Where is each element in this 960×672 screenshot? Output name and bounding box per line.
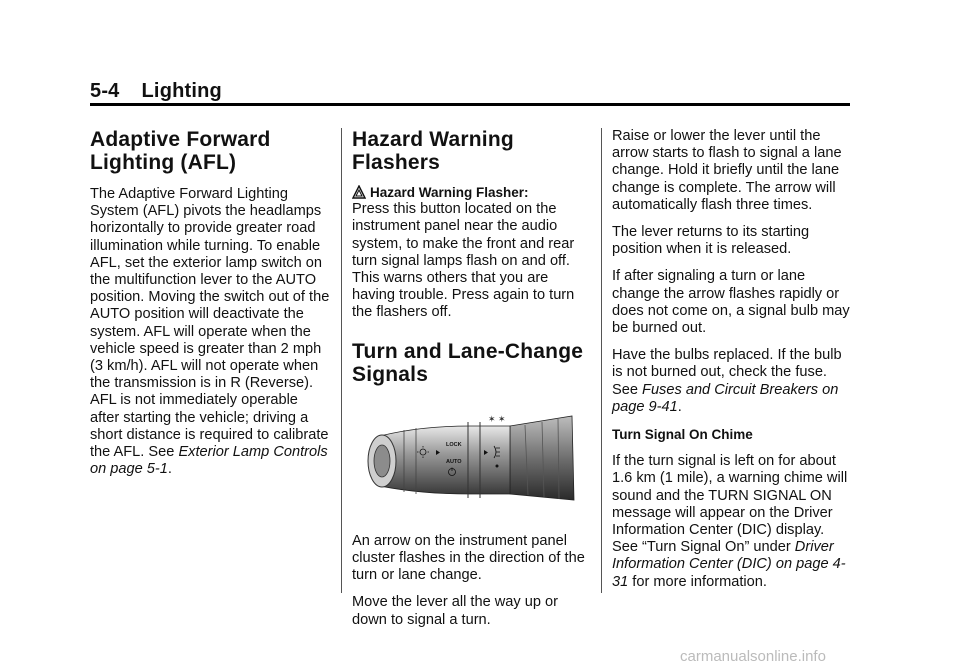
lock-label: LOCK — [446, 441, 462, 448]
turn-signal-lever-figure — [360, 408, 578, 508]
afl-paragraph: The Adaptive Forward Lighting System (AFL) pivots the headlamps horizontally to provide greater road illumination while turning. To enable AFL, set the exterior lamp switch on the multifunction lever to the AUTO position. Moving the switch out of the AUTO position will deactivate the system. AFL will operate when the vehicle speed is greater than 2 mph (3 km/h). AFL will not operate when the transmission is in R (Reverse). AFL is not immediately operable after starting the vehicle; driving a short distance is required to calibrate the AFL. See Exterior Lamp Controls on page 5-1. — [90, 186, 330, 478]
section-title: Lighting — [141, 80, 222, 102]
arrow-paragraph: An arrow on the instrument panel cluster flashes in the direction of the turn or lane change. — [352, 532, 585, 584]
hazard-label: Hazard Warning Flasher: — [370, 185, 529, 200]
exterior-lamp-controls-link[interactable]: Exterior Lamp Controls on page 5-1 — [90, 444, 328, 478]
chime-heading: Turn Signal On Chime — [612, 427, 753, 443]
watermark: carmanualsonline.info — [680, 648, 826, 665]
fuses-link[interactable]: Fuses and Circuit Breakers on page 9-41 — [612, 381, 839, 415]
hazard-triangle-icon — [352, 185, 366, 199]
bulbs-replaced-paragraph: Have the bulbs replaced. If the bulb is not burned out, check the fuse. See Fuses and Circuit Breakers on page 9-41. — [612, 347, 842, 415]
hazard-body: Press this button located on the instrument panel near the audio system, to make the front and rear turn signal lamps flash on and off. This warns others that you are having trouble. Press again to turn the flashers off. — [352, 201, 575, 321]
column-divider — [601, 128, 602, 593]
raise-lower-paragraph: Raise or lower the lever until the arrow starts to flash to signal a lane change. Hold it briefly until the lane change is complete. The arrow will automatically flash three times. — [612, 128, 842, 213]
column-1 — [90, 124, 330, 488]
page-header — [90, 80, 850, 103]
chime-paragraph: If the turn signal is left on for about 1.6 km (1 mile), a warning chime will sound and the TURN SIGNAL ON message will appear on the Driver Information Center (DIC) display. See “Turn Signal On” under Driver Information Center (DIC) on page 4-31 for more information. — [612, 453, 848, 590]
header-rule — [90, 103, 850, 106]
afl-heading: Adaptive Forward Lighting (AFL) — [90, 128, 271, 174]
svg-text:✶ ✶: ✶ ✶ — [488, 413, 506, 424]
hazard-heading: Hazard Warning Flashers — [352, 128, 514, 174]
move-lever-paragraph: Move the lever all the way up or down to signal a turn. — [352, 594, 559, 628]
dic-link[interactable]: Driver Information Center (DIC) on page 4-31 — [612, 539, 846, 590]
column-3 — [612, 128, 854, 601]
hazard-paragraph — [352, 184, 588, 322]
column-divider — [341, 128, 342, 593]
lever-returns-paragraph: The lever returns to its starting position when it is released. — [612, 224, 810, 258]
column-2 — [352, 124, 588, 639]
section-number: 5-4 — [90, 80, 120, 102]
bulb-out-paragraph: If after signaling a turn or lane change the arrow flashes rapidly or does not come on, a signal bulb may be burned out. — [612, 268, 850, 337]
auto-label: AUTO — [446, 458, 462, 465]
turn-signals-heading: Turn and Lane-Change Signals — [352, 339, 584, 386]
